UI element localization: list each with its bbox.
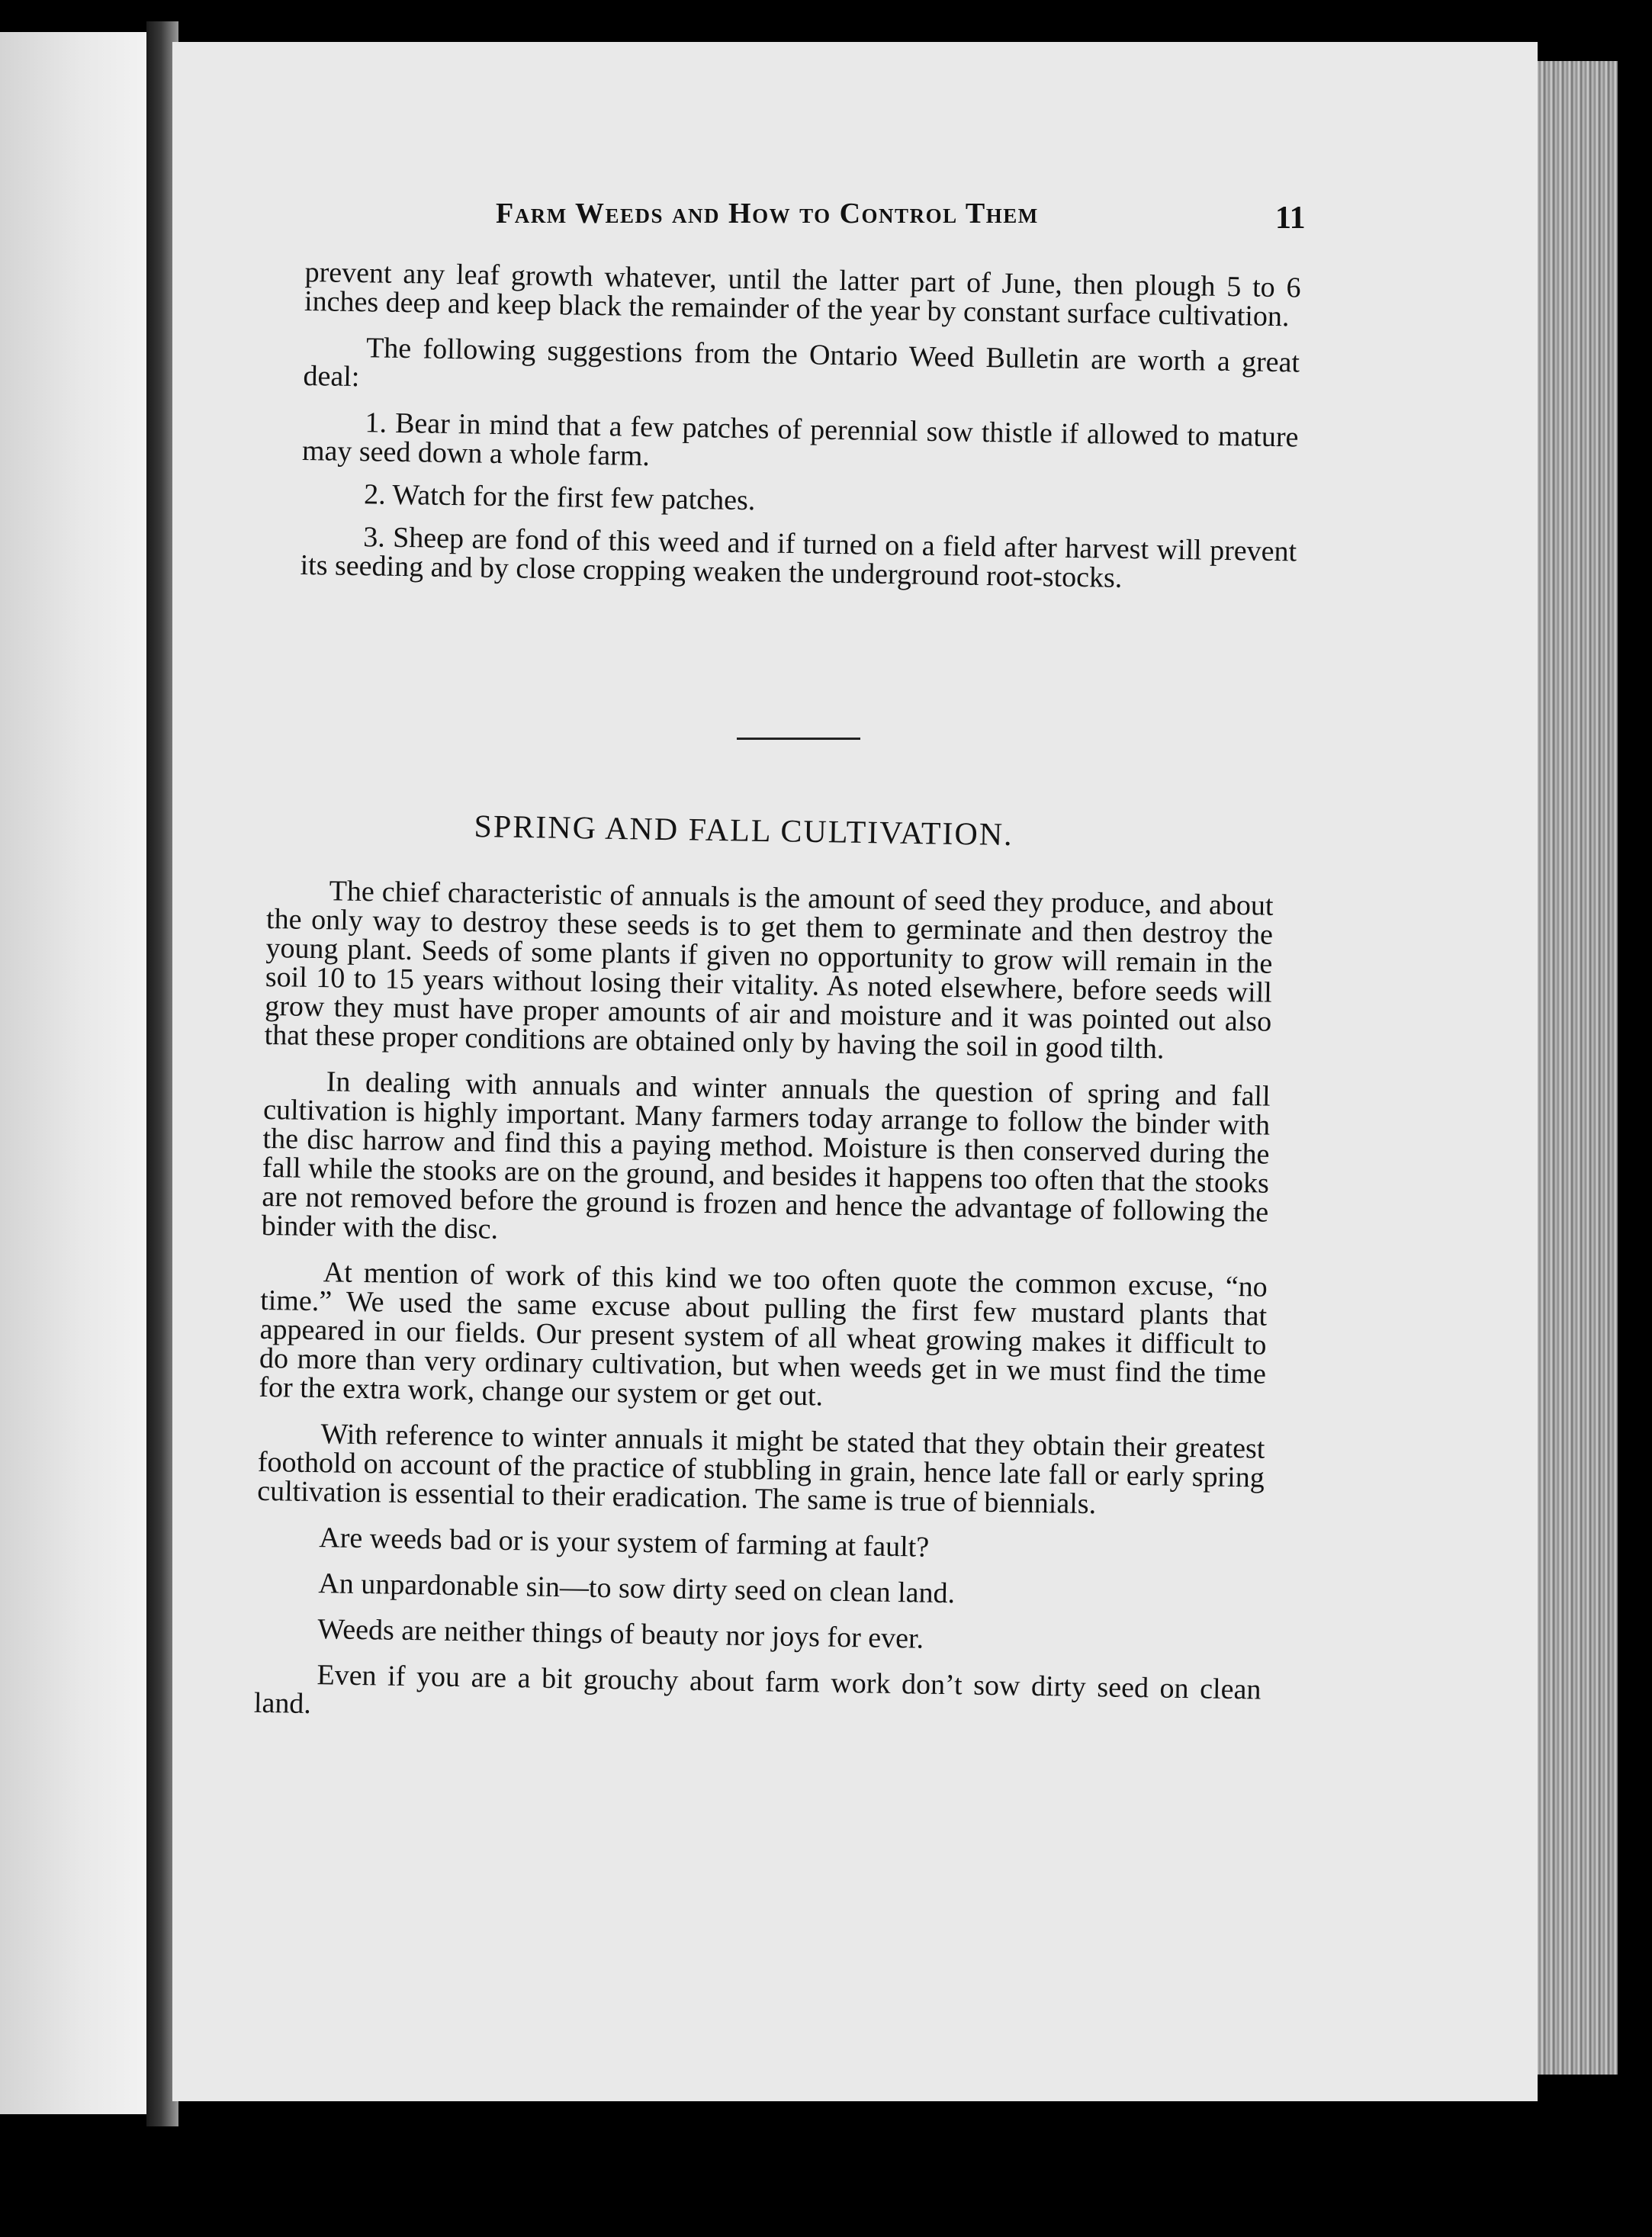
section-heading: SPRING AND FALL CULTIVATION. [474,808,1014,853]
running-title: Farm Weeds and How to Control Them [496,198,1039,230]
page-stack-edge [1538,61,1618,2075]
suggestion-item: 1. Bear in mind that a few patches of perennial sow thistle if allowed to mature may seed down a whole farm. [301,407,1299,473]
section-body [254,876,1274,1734]
top-text-block [300,258,1300,595]
suggestion-item: 2. Watch for the first few patches. [363,478,756,517]
body-paragraph: At mention of work of this kind we too often quote the common excuse, “no time.” We used the same excuse about pulling the first few mustard plants that appeared in our fields. Our present system of all wheat growing makes it difficult to do more than very ordinary cultivation, but when weeds get in we must find the time for the extra work, change our system or get out. [259,1256,1268,1413]
body-paragraph: With reference to winter annuals it might be stated that they obtain their greatest foothold on account of the practice of stubbling in grain, hence late fall or early spring cultivation is essential to their eradication. The same is true of biennials. [256,1418,1265,1521]
intro-paragraph: The following suggestions from the Ontario Weed Bulletin are worth a great deal: [303,332,1300,394]
maxim-line: Are weeds bad or is your system of farming at fault? [319,1522,930,1564]
body-paragraph: The chief characteristic of annuals is the amount of seed they produce, and about the only way to destroy these seeds is to get them to germinate and then destroy the young plant. Seeds of some plants if given no opportunity to grow will remain in the soil 10 to 15 years without losing their vitality. As noted elsewhere, before seeds will grow they must have proper amounts of air and moisture and it was pointed out also that these proper conditions are obtained only by having the soil in good tilth. [264,875,1274,1065]
continued-paragraph: prevent any leaf growth whatever, until the latter part of June, then plough 5 to 6 inches deep and keep black the remainder of the year by constant surface cultivation. [304,256,1301,333]
facing-page-edge [0,32,146,2114]
maxim-line: An unpardonable sin—to sow dirty seed on clean land. [318,1567,956,1610]
maxim-line: Even if you are a bit grouchy about farm work don’t sow dirty seed on clean land. [253,1659,1261,1721]
page-number: 11 [1275,201,1306,236]
maxim-line: Weeds are neither things of beauty nor joys for ever. [317,1613,924,1655]
body-paragraph: In dealing with annuals and winter annuals the question of spring and fall cultivation is highly important. Many farmers today arrange to follow the binder with the disc harrow and find this a paying method. Moisture is then conserved during the fall while the stooks are on the ground, and besides it happens too often that the stooks are not removed before the ground is frozen and hence the advantage of following the binder with the disc. [261,1065,1271,1245]
section-divider [737,738,860,740]
suggestion-item: 3. Sheep are fond of this weed and if turned on a field after harvest will prevent its seeding and by close cropping weaken the underground root-stocks. [300,521,1297,594]
